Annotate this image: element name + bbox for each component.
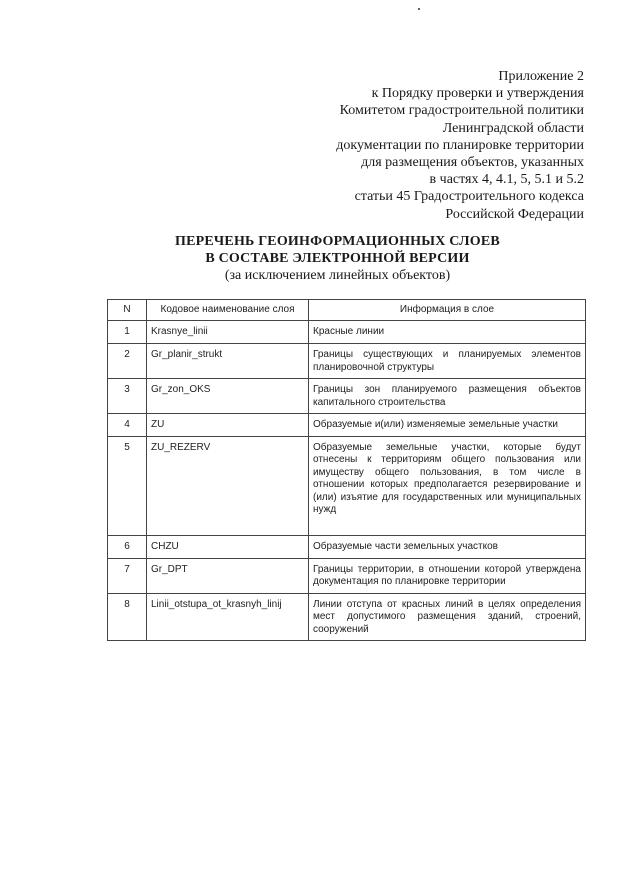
cell-n: 7 xyxy=(108,559,147,594)
header-info: Информация в слое xyxy=(309,300,586,321)
appendix-line: к Порядку проверки и утверждения xyxy=(371,86,584,102)
cell-code: Krasnye_linii xyxy=(147,321,309,344)
layers-table xyxy=(107,299,586,641)
cell-n: 4 xyxy=(108,414,147,437)
appendix-line: Российской Федерации xyxy=(445,206,584,222)
appendix-line: Приложение 2 xyxy=(498,69,584,84)
cell-n: 2 xyxy=(108,344,147,379)
cell-code: Gr_zon_OKS xyxy=(147,379,309,414)
cell-code: Gr_planir_strukt xyxy=(147,344,309,379)
cell-n: 8 xyxy=(108,593,147,640)
cell-info: Образуемые части земельных участков xyxy=(309,536,586,559)
title-subtitle: (за исключением линейных объектов) xyxy=(224,268,451,283)
cell-info: Границы существующих и планируемых элементов планировочной структуры xyxy=(309,344,586,379)
appendix-line: документации по планировке территории xyxy=(336,137,584,153)
cell-info: Линии отступа от красных линий в целях определения мест допустимого размещения зданий, строений, сооружений xyxy=(309,593,586,640)
table-row xyxy=(108,536,586,559)
cell-code: ZU xyxy=(147,414,309,437)
header-n: N xyxy=(108,300,147,321)
appendix-line: Ленинградской области xyxy=(442,120,584,136)
table-row xyxy=(108,559,586,594)
table-header-row xyxy=(108,300,586,321)
appendix-header xyxy=(264,68,584,223)
cell-info: Границы территории, в отношении которой утверждена документация по планировке территории xyxy=(309,559,586,594)
appendix-line: статьи 45 Градостроительного кодекса xyxy=(354,189,584,205)
table-row xyxy=(108,379,586,414)
appendix-line: в частях 4, 4.1, 5, 5.1 и 5.2 xyxy=(429,172,584,188)
cell-n: 5 xyxy=(108,437,147,536)
table-row xyxy=(108,321,586,344)
table-row xyxy=(108,593,586,640)
appendix-line: Комитетом градостроительной политики xyxy=(339,103,584,119)
cell-info: Красные линии xyxy=(309,321,586,344)
table-row xyxy=(108,437,586,536)
cell-n: 3 xyxy=(108,379,147,414)
table-row xyxy=(108,414,586,437)
cell-code: CHZU xyxy=(147,536,309,559)
cell-code: ZU_REZERV xyxy=(147,437,309,536)
title-line-2: В СОСТАВЕ ЭЛЕКТРОННОЙ ВЕРСИИ xyxy=(205,251,470,266)
cell-info: Границы зон планируемого размещения объектов капитального строительства xyxy=(309,379,586,414)
cell-n: 6 xyxy=(108,536,147,559)
document-title xyxy=(100,233,575,285)
header-code: Кодовое наименование слоя xyxy=(147,300,309,321)
cell-code: Linii_otstupa_ot_krasnyh_linij xyxy=(147,593,309,640)
scan-speck xyxy=(418,8,420,10)
table-row xyxy=(108,344,586,379)
cell-info: Образуемые и(или) изменяемые земельные участки xyxy=(309,414,586,437)
title-line-1: ПЕРЕЧЕНЬ ГЕОИНФОРМАЦИОННЫХ СЛОЕВ xyxy=(175,234,500,249)
cell-n: 1 xyxy=(108,321,147,344)
cell-code: Gr_DPT xyxy=(147,559,309,594)
cell-info: Образуемые земельные участки, которые будут отнесены к территориям общего пользования или имуществу общего пользования, в том числе в отношении которых предполагается резервирование и (или) изъятие для государственных или муниципальных нужд xyxy=(309,437,586,536)
appendix-line: для размещения объектов, указанных xyxy=(361,155,584,171)
